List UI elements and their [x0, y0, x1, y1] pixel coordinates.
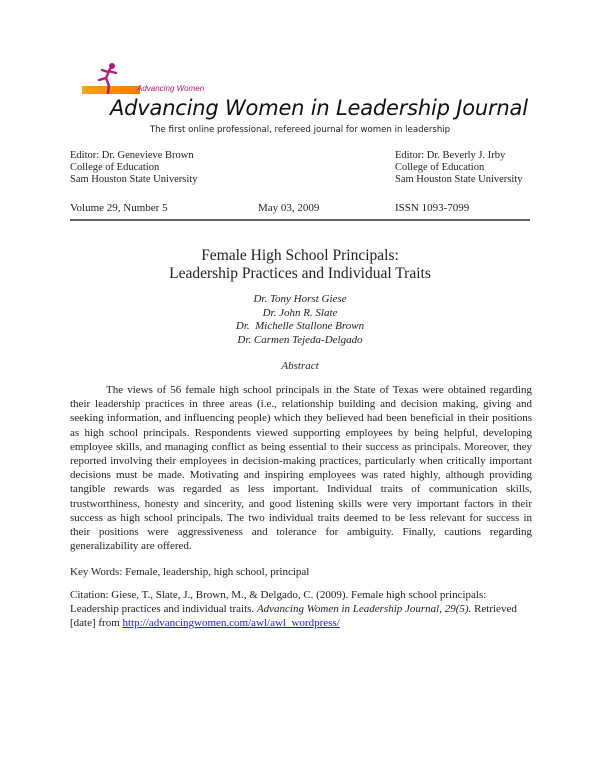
editor-right	[395, 150, 522, 186]
issue-issn: ISSN 1093-7099	[395, 202, 470, 214]
citation-link[interactable]: http://advancingwomen.com/awl/awl_wordpress/	[122, 617, 340, 630]
abstract-text: The views of 56 female high school principals in the State of Texas were obtained regarding their leadership practices in three areas (i.e., relationship building and decision making, giving and seeking information, and influencing people) which they believed had been beneficial in their positions as high school principals. Respondents viewed supporting employees by being helpful, developing employee skills, and managing conflict as being essential to their success as principals. Moreover, they reported involving their employees in decision-making practices, particularly when critically important decisions must be made. Motivating and inspiring employees was rated highly, although providing tangible rewards was regarded as less important. Individual traits of communication skills, trustworthiness, honesty and sincerity, and good listening skills were very important factors in their success as high school principals. The two individual traits deemed to be less relevant for success in their positions were aggressiveness and tolerance for ambiguity. Finally, cautions regarding generalizability are offered.	[70, 384, 532, 553]
issue-date: May 03, 2009	[258, 202, 320, 214]
editor-name: Editor: Dr. Beverly J. Irby	[395, 150, 506, 161]
issue-volume: Volume 29, Number 5	[70, 202, 168, 214]
author: Dr. Michelle Stallone Brown	[235, 320, 365, 332]
editor-university: Sam Houston State University	[70, 174, 198, 185]
journal-title: Advancing Women in Leadership Journal	[110, 96, 528, 120]
citation-retrieved: Retrieved [date] from	[70, 603, 517, 630]
title-line-2: Leadership Practices and Individual Traits	[169, 265, 431, 282]
citation-journal: Advancing Women in Leadership Journal, 29(5).	[256, 603, 472, 616]
editor-university: Sam Houston State University	[395, 174, 523, 185]
article-title	[0, 247, 600, 283]
abstract-heading: Abstract	[281, 360, 319, 372]
author: Dr. Carmen Tejeda-Delgado	[237, 333, 363, 346]
journal-subtitle: The first online professional, refereed journal for women in leadership	[149, 125, 451, 135]
editor-college: College of Education	[395, 162, 485, 173]
running-woman-icon	[95, 62, 121, 94]
editor-name: Editor: Dr. Genevieve Brown	[70, 150, 194, 161]
keywords: Key Words: Female, leadership, high school, principal	[70, 566, 310, 578]
citation-text: Citation: Giese, T., Slate, J., Brown, M., & Delgado, C. (2009). Female high school principals: Leadership practices and individual traits.	[70, 589, 487, 616]
author: Dr. Tony Horst Giese	[253, 293, 347, 305]
title-line-1: Female High School Principals:	[201, 247, 399, 264]
author: Dr. John R. Slate	[262, 306, 338, 319]
header-divider	[70, 219, 530, 221]
citation	[70, 588, 532, 631]
editor-college: College of Education	[70, 162, 160, 173]
editor-left	[70, 150, 197, 186]
author-list	[0, 293, 600, 347]
logo-text: Advancing Women	[137, 84, 205, 93]
